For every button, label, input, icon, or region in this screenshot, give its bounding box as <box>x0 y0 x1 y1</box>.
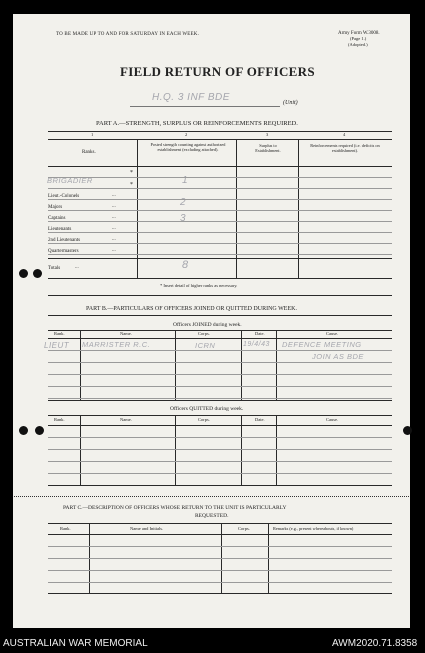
col-header-surplus: Surplus to Establishment. <box>255 143 281 153</box>
punch-hole <box>403 426 412 435</box>
rank-brigadier: BRIGADIER <box>47 176 93 185</box>
col-number: 4 <box>343 132 346 137</box>
joined-cause: DEFENCE MEETING <box>282 340 362 349</box>
col-number: 2 <box>185 132 188 137</box>
strength-totals: 8 <box>182 259 189 271</box>
row-dots: ... <box>112 204 116 209</box>
part-a-top-rule <box>48 131 392 132</box>
col-divider <box>175 415 176 485</box>
part-b-top-rule <box>48 295 392 296</box>
col-header-reinforcements: Reinforcements required (i.e. deficits on establishment). <box>310 143 380 153</box>
row-dots: ... <box>75 265 79 270</box>
col-header: Rank. <box>60 526 71 531</box>
part-a-number-rule <box>48 139 392 140</box>
punch-hole <box>19 269 28 278</box>
joined-cause-line2: JOIN AS BDE <box>312 352 364 361</box>
rank-label: Majors <box>48 205 63 210</box>
quitted-title-rule <box>48 415 392 416</box>
part-a-title: PART A.—STRENGTH, SURPLUS OR REINFORCEMENTS REQUIRED. <box>96 120 298 127</box>
punch-hole <box>19 426 28 435</box>
quitted-bottom-rule <box>48 485 392 486</box>
joined-title: Officers JOINED during week. <box>173 322 242 328</box>
footer-credit: AUSTRALIAN WAR MEMORIAL <box>3 638 148 649</box>
col-divider <box>241 415 242 485</box>
unit-underline <box>130 106 280 107</box>
col-header: Cause. <box>326 331 339 336</box>
part-b-rule <box>48 315 392 316</box>
rank-label: Quartermasters <box>48 249 79 254</box>
rank-label: 2nd Lieutenants <box>48 238 81 243</box>
joined-rank: LIEUT <box>44 341 70 350</box>
col-header-ranks: Ranks. <box>82 150 96 155</box>
part-c-header-rule <box>48 534 392 535</box>
row-dots: ... <box>112 237 116 242</box>
part-a-bottom-rule <box>48 278 392 279</box>
col-header: Corps. <box>198 417 210 422</box>
strength-majors: 2 <box>180 197 187 208</box>
col-header: Name and Initials. <box>130 526 164 531</box>
rank-label: Lieut.-Colonels <box>48 194 80 199</box>
col-number: 1 <box>91 132 94 137</box>
col-header: Rank. <box>54 331 65 336</box>
part-c-bottom-rule <box>48 593 392 594</box>
footer-accession: AWM2020.71.8358 <box>332 638 418 649</box>
part-c-title: PART C.—DESCRIPTION OF OFFICERS WHOSE RETURN TO THE UNIT IS PARTICULARLY <box>63 505 287 511</box>
row-dots: ... <box>112 226 116 231</box>
page-label: (Page 1.) <box>350 36 367 41</box>
col-number: 3 <box>266 132 269 137</box>
adopted-label: (Adopted.) <box>348 42 368 47</box>
col-header: Date. <box>255 331 265 336</box>
joined-header-rule <box>48 338 392 339</box>
row-dots: ... <box>112 248 116 253</box>
col-header: Name. <box>120 417 132 422</box>
col-divider <box>80 330 81 400</box>
punch-hole <box>33 269 42 278</box>
rank-label: Captains <box>48 216 66 221</box>
joined-title-rule <box>48 330 392 331</box>
army-form-label: Army Form W.3008. <box>338 31 380 36</box>
page-title: FIELD RETURN OF OFFICERS <box>120 64 315 79</box>
quitted-title: Officers QUITTED during week. <box>170 406 244 412</box>
col-header: Cause. <box>326 417 339 422</box>
joined-date: 19/4/43 <box>243 341 270 348</box>
row-dots: ... <box>112 215 116 220</box>
col-divider <box>276 330 277 400</box>
joined-name: MARRISTER R.C. <box>82 340 151 349</box>
part-a-totals-rule <box>48 258 392 259</box>
part-c-title-line2: REQUESTED. <box>195 513 229 519</box>
col-header: Date. <box>255 417 265 422</box>
rank-label: Lieutenants <box>48 227 72 232</box>
col-header: Corps. <box>198 331 210 336</box>
unit-label: (Unit) <box>283 100 298 106</box>
rank-label-totals: Totals <box>48 266 61 271</box>
col-header: Corps. <box>238 526 250 531</box>
unit-handwritten: H.Q. 3 INF BDE <box>152 92 230 103</box>
row-dots: ... <box>112 193 116 198</box>
part-c-top-rule <box>48 523 392 524</box>
col-divider <box>276 415 277 485</box>
punch-hole <box>35 426 44 435</box>
col-divider <box>241 330 242 400</box>
col-header: Rank. <box>54 417 65 422</box>
col-header-posted: Posted strength counting against authorized establishment (excluding attached). <box>150 142 226 152</box>
top-note: TO BE MADE UP TO AND FOR SATURDAY IN EACH WEEK. <box>56 32 200 37</box>
part-a-footnote: * Insert detail of higher ranks as necessary. <box>160 283 238 288</box>
joined-bottom-rule <box>48 400 392 401</box>
col-header: Remarks (e.g., present whereabouts, if known) <box>273 526 354 531</box>
strength-captains: 3 <box>180 213 187 224</box>
joined-corps: ICRN <box>195 341 216 350</box>
col-divider <box>175 330 176 400</box>
row-mark: * <box>130 182 133 188</box>
col-header: Name. <box>120 331 132 336</box>
part-a-header-rule <box>48 166 392 167</box>
strength-brigadier: 1 <box>182 175 189 186</box>
row-mark: * <box>130 170 133 176</box>
dotted-separator <box>14 496 409 497</box>
col-divider <box>80 415 81 485</box>
quitted-header-rule <box>48 425 392 426</box>
part-b-title: PART B.—PARTICULARS OF OFFICERS JOINED OR QUITTED DURING WEEK. <box>86 306 297 312</box>
